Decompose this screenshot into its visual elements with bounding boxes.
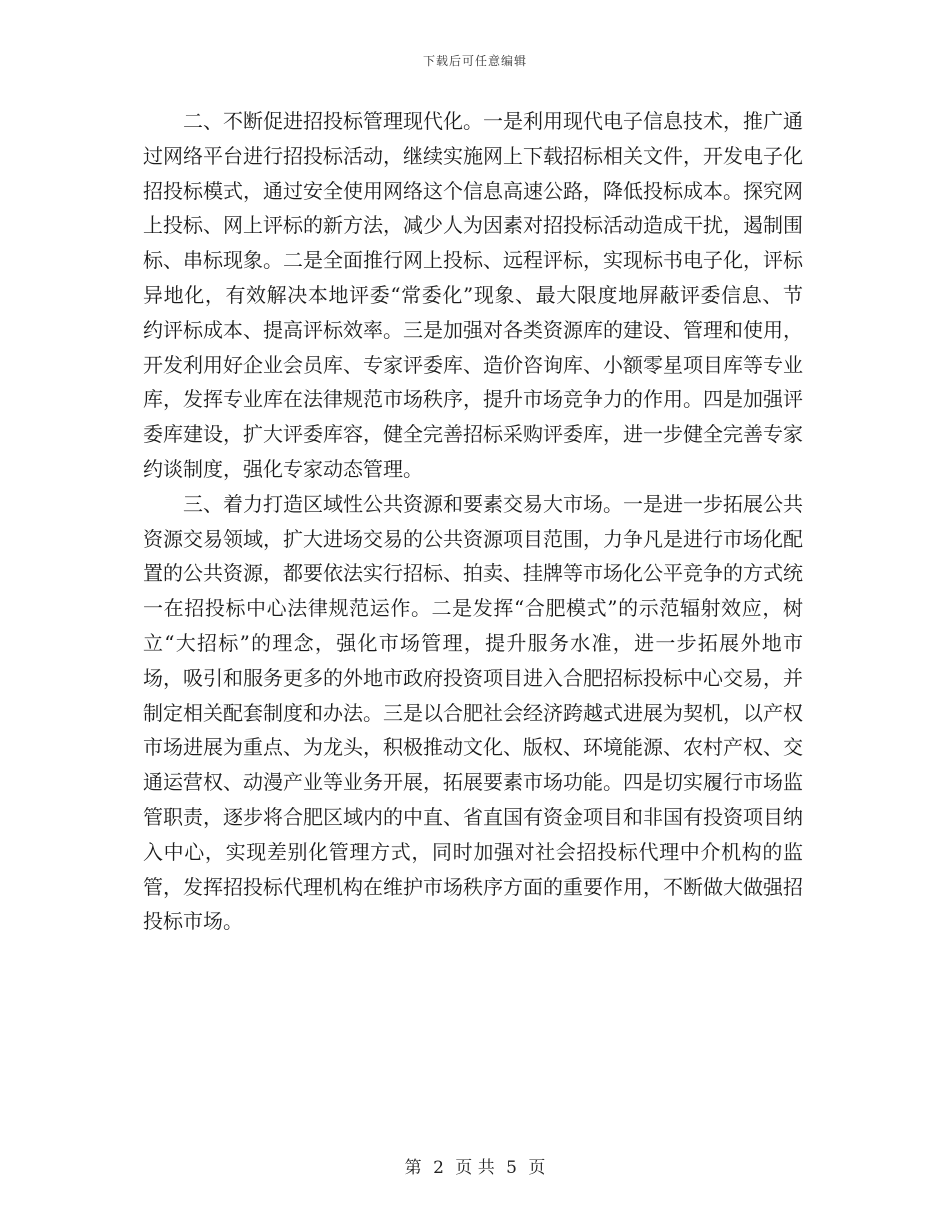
footer-prefix: 第 <box>404 1158 422 1178</box>
footer-middle: 页 共 <box>455 1158 495 1178</box>
page-header: 下载后可任意编辑 <box>422 54 527 68</box>
document-body <box>143 104 803 939</box>
footer-current-page: 2 <box>433 1158 444 1178</box>
page-footer <box>0 1153 950 1178</box>
footer-suffix: 页 <box>528 1158 546 1178</box>
footer-total-pages: 5 <box>506 1158 517 1178</box>
paragraph-regional-market: 三、着力打造区域性公共资源和要素交易大市场。一是进一步拓展公共资源交易领域，扩大进场交易的公共资源项目范围，力争凡是进行市场化配置的公共资源，都要依法实行招标、拍卖、挂牌等市场化公平竞争的方式统一在招投标中心法律规范运作。二是发挥“合肥模式”的示范辐射效应，树立“大招标”的理念，强化市场管理，提升服务水准，进一步拓展外地市场，吸引和服务更多的外地市政府投资项目进入合肥招标投标中心交易，并制定相关配套制度和办法。三是以合肥社会经济跨越式进展为契机，以产权市场进展为重点、为龙头，积极推动文化、版权、环境能源、农村产权、交通运营权、动漫产业等业务开展，拓展要素市场功能。四是切实履行市场监管职责，逐步将合肥区域内的中直、省直国有资金项目和非国有投资项目纳入中心，实现差别化管理方式，同时加强对社会招投标代理中介机构的监管，发挥招投标代理机构在维护市场秩序方面的重要作用，不断做大做强招投标市场。 <box>143 491 803 934</box>
paragraph-modernization: 二、不断促进招投标管理现代化。一是利用现代电子信息技术，推广通过网络平台进行招投标活动，继续实施网上下载招标相关文件，开发电子化招投标模式，通过安全使用网络这个信息高速公路，降低投标成本。探究网上投标、网上评标的新方法，减少人为因素对招投标活动造成干扰，遏制围标、串标现象。二是全面推行网上投标、远程评标，实现标书电子化，评标异地化，有效解决本地评委“常委化”现象、最大限度地屏蔽评委信息、节约评标成本、提高评标效率。三是加强对各类资源库的建设、管理和使用，开发利用好企业会员库、专家评委库、造价咨询库、小额零星项目库等专业库，发挥专业库在法律规范市场秩序，提升市场竞争力的作用。四是加强评委库建设，扩大评委库容，健全完善招标采购评委库，进一步健全完善专家约谈制度，强化专家动态管理。 <box>143 109 803 481</box>
